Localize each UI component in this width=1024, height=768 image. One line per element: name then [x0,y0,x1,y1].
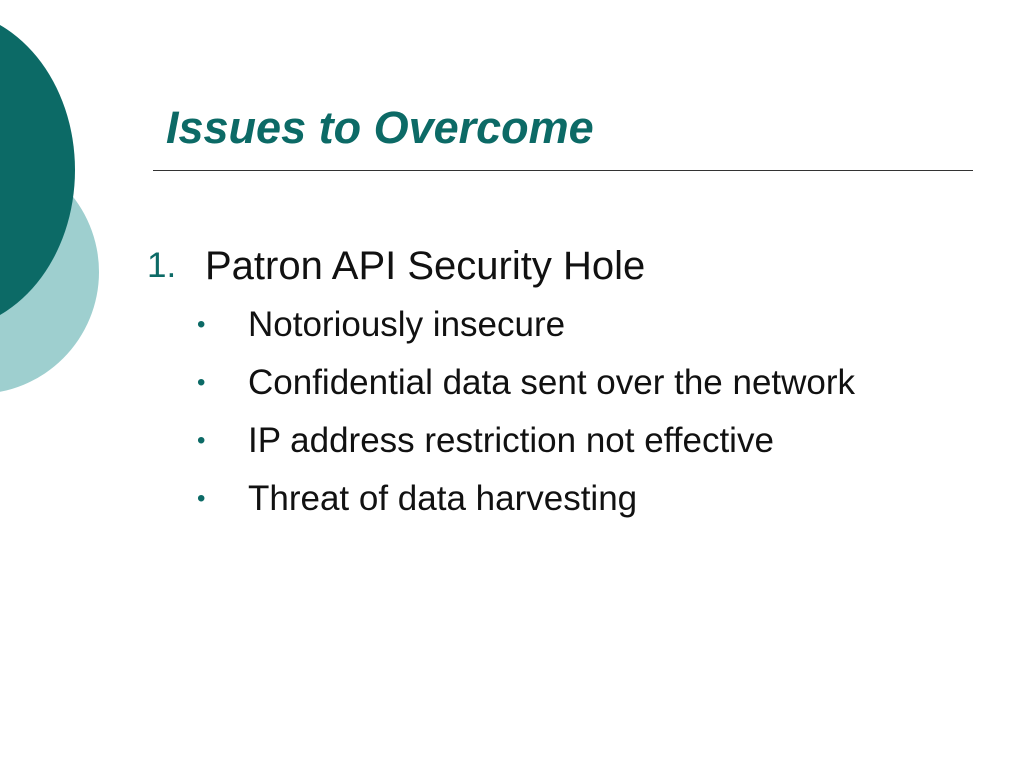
bullet-text: Threat of data harvesting [248,479,638,518]
title-divider [153,170,973,171]
bullet-item [197,420,855,478]
slide-title: Issues to Overcome [166,102,594,153]
bullet-icon: • [197,485,206,512]
bullet-text: Notoriously insecure [248,305,566,344]
bullet-icon: • [197,369,206,396]
numbered-item-1 [147,240,645,292]
bullet-item [197,478,855,536]
bullet-item [197,362,855,420]
bullet-text: IP address restriction not effective [248,421,774,460]
item-heading: Patron API Security Hole [205,244,646,288]
bullet-icon: • [197,427,206,454]
bullet-icon: • [197,311,206,338]
item-number: 1. [147,246,177,285]
bullet-list [197,304,855,536]
bullet-item [197,304,855,362]
bullet-text: Confidential data sent over the network [248,363,856,402]
